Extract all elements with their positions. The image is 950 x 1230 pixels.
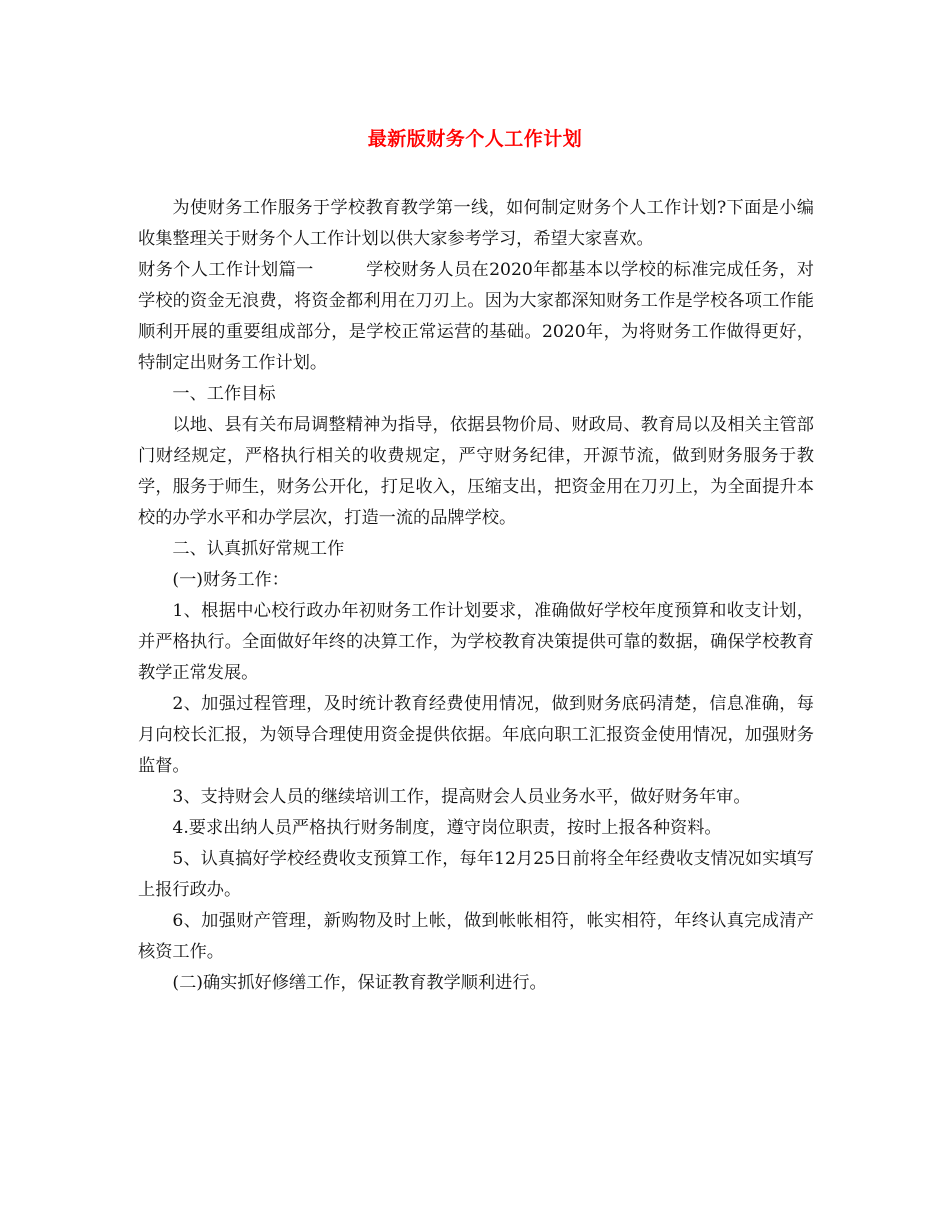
section-paragraph-goals: 以地、县有关布局调整精神为指导，依据县物价局、财政局、教育局以及相关主管部门财经规定，严格执行相关的收费规定，严守财务纪律，开源节流，做到财务服务于教学，服务于师生，财务公开化，打足收入，压缩支出，把资金用在刀刃上，为全面提升本校的办学水平和办学层次，打造一流的品牌学校。: [138, 415, 814, 528]
chapter-label: 财务个人工作计划篇一: [138, 260, 314, 280]
subsection-heading-finance: (一)财务工作：: [172, 570, 289, 590]
intro-paragraph: 为使财务工作服务于学校教育教学第一线，如何制定财务个人工作计划?下面是小编收集整理关于财务个人工作计划以供大家参考学习，希望大家喜欢。: [138, 198, 814, 249]
section-heading-routine: 二、认真抓好常规工作: [172, 539, 345, 559]
list-item: 3、支持财会人员的继续培训工作，提高财会人员业务水平，做好财务年审。: [172, 787, 751, 807]
list-item: 4.要求出纳人员严格执行财务制度，遵守岗位职责，按时上报各种资料。: [172, 818, 722, 838]
subsection-heading-repair: (二)确实抓好修缮工作，保证教育教学顺利进行。: [172, 973, 547, 993]
list-item: 6、加强财产管理，新购物及时上帐，做到帐帐相符，帐实相符，年终认真完成清产核资工作。: [138, 911, 814, 962]
document-title: 最新版财务个人工作计划: [367, 128, 583, 150]
list-item: 5、认真搞好学校经费收支预算工作，每年12月25日前将全年经费收支情况如实填写上报行政办。: [138, 849, 814, 900]
chapter-paragraph: [138, 255, 814, 379]
list-item: 1、根据中心校行政办年初财务工作计划要求，准确做好学校年度预算和收支计划，并严格执行。全面做好年终的决算工作，为学校教育决策提供可靠的数据，确保学校教育教学正常发展。: [138, 601, 814, 683]
document-body: [138, 193, 814, 999]
list-item: 2、加强过程管理，及时统计教育经费使用情况，做到财务底码清楚，信息准确，每月向校长汇报，为领导合理使用资金提供依据。年底向职工汇报资金使用情况，加强财务监督。: [138, 694, 814, 776]
chapter-text: 学校财务人员在2020年都基本以学校的标准完成任务，对学校的资金无浪费，将资金都利用在刀刃上。因为大家都深知财务工作是学校各项工作能顺利开展的重要组成部分，是学校正常运营的基础。2020年，为将财务工作做得更好，特制定出财务工作计划。: [138, 260, 814, 373]
section-heading-goals: 一、工作目标: [172, 384, 276, 404]
